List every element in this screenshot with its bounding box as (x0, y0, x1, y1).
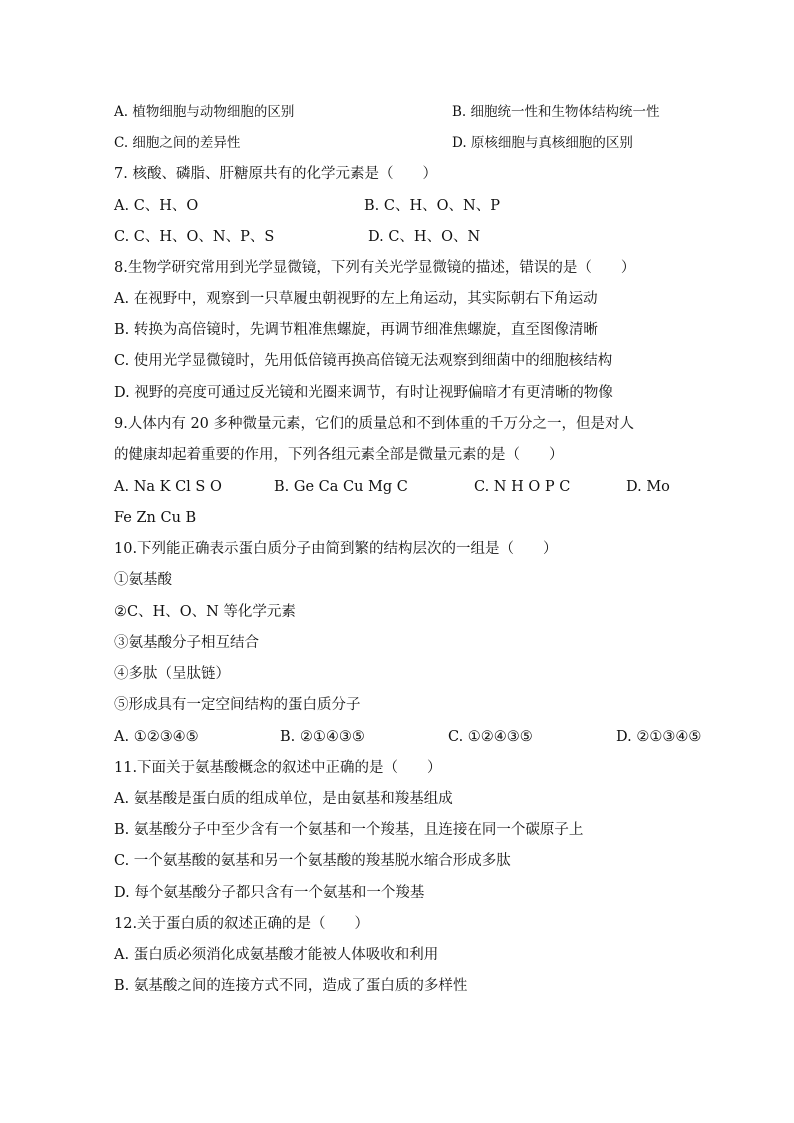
q10-option-d: D. ②①③④⑤ (616, 729, 702, 745)
q8-option-d: D. 视野的亮度可通过反光镜和光圈来调节，有时让视野偏暗才有更清晰的物像 (114, 385, 613, 401)
q8-stem: 8.生物学研究常用到光学显微镜，下列有关光学显微镜的描述，错误的是（ ） (114, 260, 636, 276)
q12-option-b: B. 氨基酸之间的连接方式不同，造成了蛋白质的多样性 (114, 978, 468, 994)
q8-option-b: B. 转换为高倍镜时，先调节粗准焦螺旋，再调节细准焦螺旋，直至图像清晰 (114, 322, 598, 338)
q9-option-b: B. Ge Ca Cu Mg C (274, 479, 408, 495)
q7-option-c: C. C、H、O、N、P、S (114, 229, 275, 245)
q10-option-a: A. ①②③④⑤ (114, 729, 199, 745)
q10-item-4: ④多肽（呈肽链） (114, 666, 230, 682)
q9-option-c: C. N H O P C (474, 479, 571, 495)
q9-option-d-part2: Fe Zn Cu B (114, 510, 197, 526)
q11-option-d: D. 每个氨基酸分子都只含有一个氨基和一个羧基 (114, 885, 425, 901)
q10-item-3: ③氨基酸分子相互结合 (114, 635, 259, 651)
q7-option-d: D. C、H、O、N (368, 229, 481, 245)
q6-options-row2 (114, 133, 734, 153)
q6-option-d: D. 原核细胞与真核细胞的区别 (452, 135, 633, 151)
q11-stem: 11.下面关于氨基酸概念的叙述中正确的是（ ） (114, 760, 442, 776)
q10-item-1: ①氨基酸 (114, 572, 172, 588)
q7-stem: 7. 核酸、磷脂、肝糖原共有的化学元素是（ ） (114, 166, 437, 182)
q7-option-b: B. C、H、O、N、P (364, 198, 500, 214)
q12-stem: 12.关于蛋白质的叙述正确的是（ ） (114, 916, 370, 932)
q7-options-row1 (114, 196, 734, 216)
q11-option-b: B. 氨基酸分子中至少含有一个氨基和一个羧基，且连接在同一个碳原子上 (114, 822, 584, 838)
q6-option-b: B. 细胞统一性和生物体结构统一性 (452, 104, 660, 120)
q10-item-2: ②C、H、O、N 等化学元素 (114, 604, 296, 620)
q8-option-c: C. 使用光学显微镜时，先用低倍镜再换高倍镜无法观察到细菌中的细胞核结构 (114, 353, 613, 369)
q12-option-a: A. 蛋白质必须消化成氨基酸才能被人体吸收和利用 (114, 947, 439, 963)
q7-option-a: A. C、H、O (114, 198, 199, 214)
q10-item-5: ⑤形成具有一定空间结构的蛋白质分子 (114, 697, 361, 713)
q10-option-c: C. ①②④③⑤ (448, 729, 533, 745)
q9-option-a: A. Na K Cl S O (114, 479, 222, 495)
q10-option-b: B. ②①④③⑤ (280, 729, 365, 745)
q9-stem-line1: 9.人体内有 20 多种微量元素，它们的质量总和不到体重的千万分之一，但是对人 (114, 416, 635, 432)
q11-option-c: C. 一个氨基酸的氨基和另一个氨基酸的羧基脱水缩合形成多肽 (114, 853, 511, 869)
q9-options-row (114, 477, 734, 497)
q9-stem-line2: 的健康却起着重要的作用，下列各组元素全部是微量元素的是（ ） (114, 447, 564, 463)
q10-options-row (114, 727, 734, 747)
q7-options-row2 (114, 227, 734, 247)
q10-stem: 10.下列能正确表示蛋白质分子由简到繁的结构层次的一组是（ ） (114, 541, 558, 557)
q6-option-a: A. 植物细胞与动物细胞的区别 (114, 104, 295, 120)
q8-option-a: A. 在视野中，观察到一只草履虫朝视野的左上角运动，其实际朝右下角运动 (114, 291, 598, 307)
q11-option-a: A. 氨基酸是蛋白质的组成单位，是由氨基和羧基组成 (114, 791, 453, 807)
q9-option-d-part1: D. Mo (626, 479, 670, 495)
q6-option-c: C. 细胞之间的差异性 (114, 135, 241, 151)
q6-options-row1 (114, 102, 734, 122)
